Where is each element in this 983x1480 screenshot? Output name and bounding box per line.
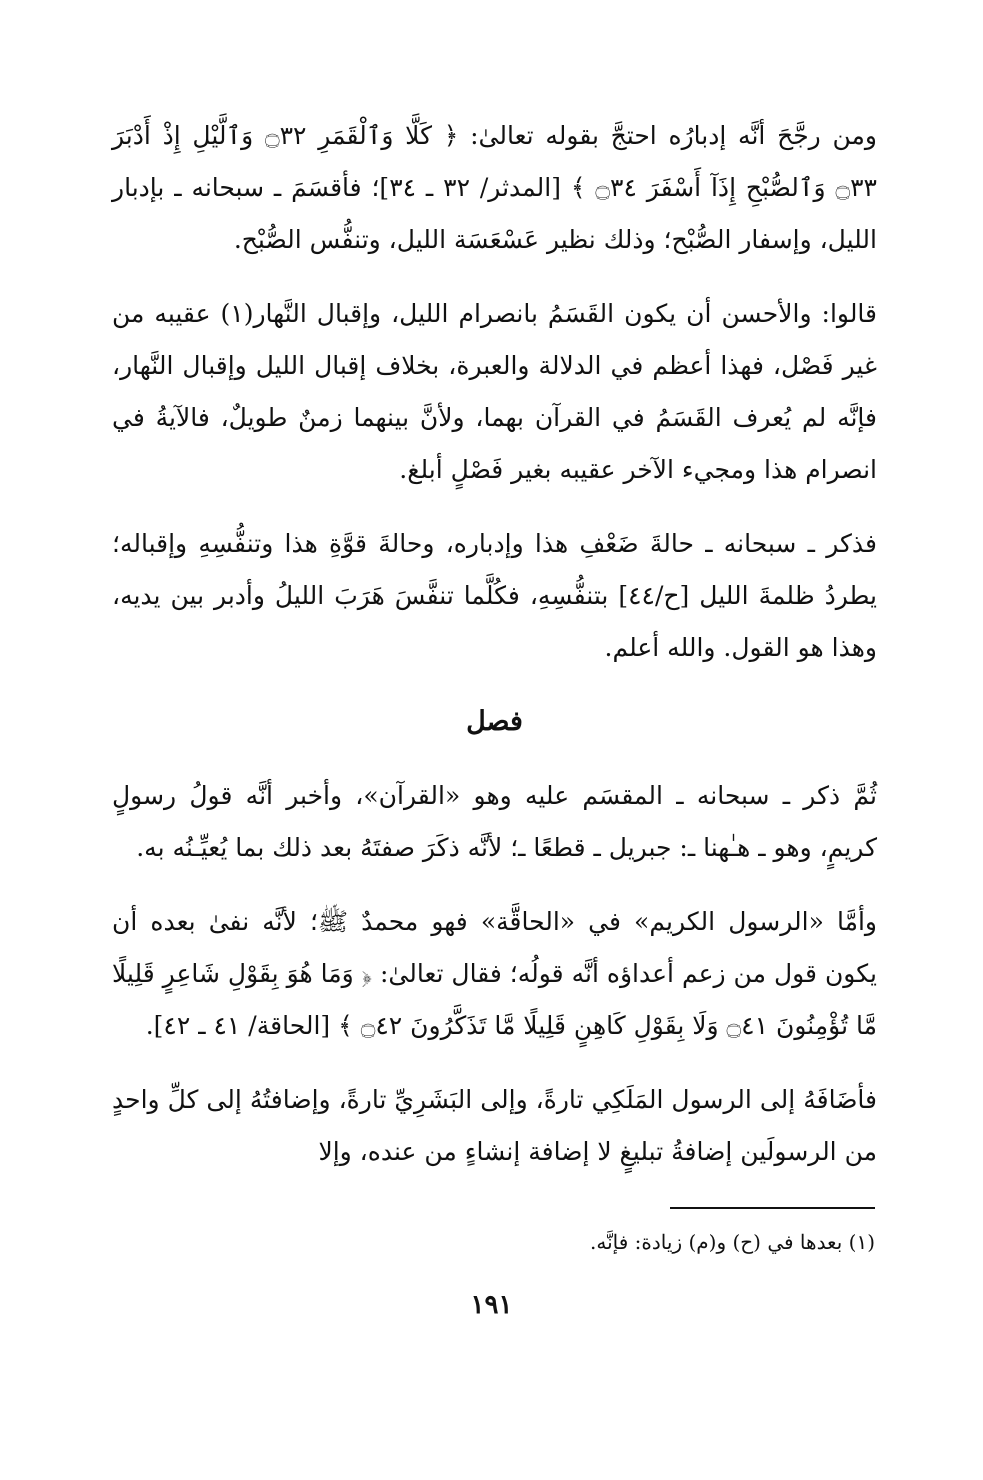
page-number: ١٩١ <box>470 1290 513 1320</box>
page-body <box>112 110 877 1200</box>
paragraph-4: ثُمَّ ذكر ـ سبحانه ـ المقسَم عليه وهو «القرآن»، وأخبر أنَّه قولُ رسولٍ كريمٍ، وهو ـ هـٰهنا ـ: جبريل ـ قطعًا ـ؛ لأنَّه ذكَرَ صفتَهُ بعد ذلك بما يُعيِّـنُه به. <box>112 781 877 862</box>
paragraph-3: فذكر ـ سبحانه ـ حالةَ ضَعْفِ هذا وإدباره، وحالةَ قوَّةِ هذا وتنفُّسِهِ وإقباله؛ يطردُ ظلمةَ الليل [ح/٤٤] بتنفُّسِهِ، فكُلَّما تنفَّسَ هَرَبَ الليلُ وأدبر بين يديه، وهذا هو القول. والله أعلم. <box>112 529 877 662</box>
paragraph-6: فأضَافَهُ إلى الرسول المَلَكِي تارةً، وإلى البَشَرِيِّ تارةً، وإضافتُهُ إلى كلِّ واحدٍ من الرسولَين إضافةُ تبليغٍ لا إضافة إنشاءٍ من عنده، وإلا <box>112 1085 877 1166</box>
paragraph-2: قالوا: والأحسن أن يكون القَسَمُ بانصرام الليل، وإقبال النَّهار(١) عقيبه من غير فَصْل، فهذا أعظم في الدلالة والعبرة، بخلاف إقبال الليل وإقبال النَّهار، فإنَّه لم يُعرف القَسَمُ في القرآن بهما، ولأنَّ بينهما زمنٌ طويلٌ، فالآيةُ في انصرام هذا ومجيء الآخر عقيبه بغير فَصْلٍ أبلغ. <box>112 299 878 484</box>
paragraph-1: ومن رجَّحَ أنَّه إدبارُه احتجَّ بقوله تعالىٰ: ﴿ كَلَّا وَٱلْقَمَرِ ۝٣٢ وَٱلَّيْلِ إِذْ أَدْبَرَ ۝٣٣ وَٱلصُّبْحِ إِذَآ أَسْفَرَ ۝٣٤ ﴾ [المدثر/ ٣٢ ـ ٣٤]؛ فأقسَمَ ـ سبحانه ـ بإدبار الليل، وإسفار الصُّبْح؛ وذلك نظير عَسْعَسَة الليل، وتنفُّس الصُّبْح. <box>112 121 877 254</box>
paragraph-5: وأمَّا «الرسول الكريم» في «الحاقَّة» فهو محمدٌ ﷺ؛ لأنَّه نفىٰ بعده أن يكون قول من زعم أعداؤه أنَّه قولُه؛ فقال تعالىٰ: ﴿ وَمَا هُوَ بِقَوْلِ شَاعِرٍ قَلِيلًا مَّا تُؤْمِنُونَ ۝٤١ وَلَا بِقَوْلِ كَاهِنٍ قَلِيلًا مَّا تَذَكَّرُونَ ۝٤٢ ﴾ [الحاقة/ ٤١ ـ ٤٢]. <box>112 907 877 1040</box>
footnote: (١) بعدها في (ح) و(م) زيادة: فإنَّه. <box>590 1230 875 1254</box>
footnote-divider <box>670 1207 875 1209</box>
section-heading: فصل <box>466 706 523 737</box>
